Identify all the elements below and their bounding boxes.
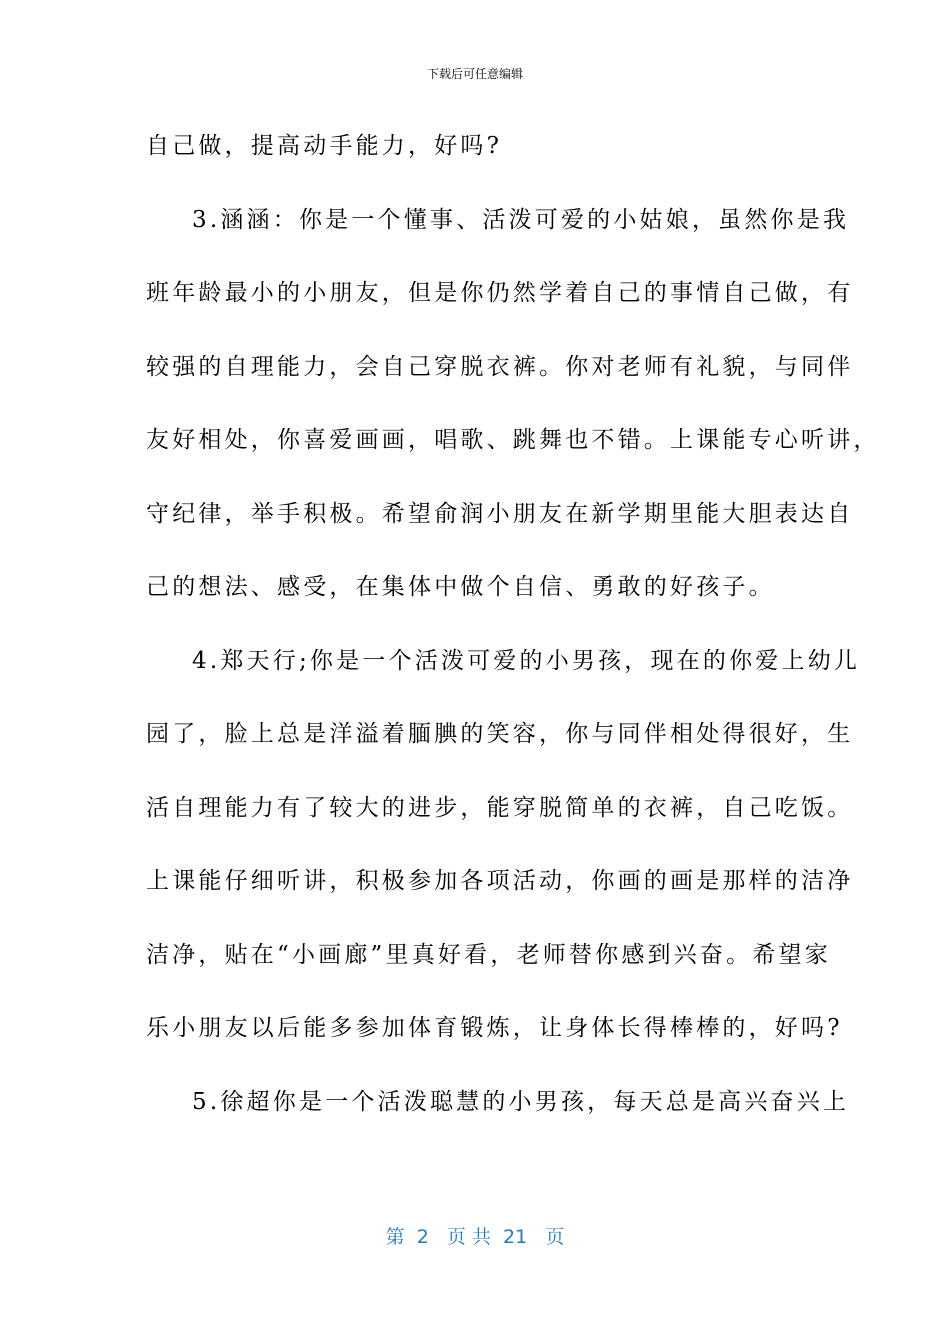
paragraph-line: 较强的自理能力，会自己穿脱衣裤。你对老师有礼貌，与同伴	[146, 353, 854, 380]
paragraph-line: 班年龄最小的小朋友，但是你仍然学着自己的事情自己做，有	[146, 280, 854, 306]
paragraph-line: 上课能仔细听讲，积极参加各项活动，你画的画是那样的洁净	[146, 868, 854, 894]
paragraph-line: 自己做，提高动手能力，好吗?	[146, 133, 503, 159]
paragraph-line: 4.郑天行;你是一个活泼可爱的小男孩，现在的你爱上幼儿	[192, 647, 861, 674]
paragraph-line: 园了，脸上总是洋溢着腼腆的笑容，你与同伴相处得很好，生	[146, 721, 854, 747]
paragraph-line: 5.徐超你是一个活泼聪慧的小男孩，每天总是高兴奋兴上	[192, 1088, 850, 1115]
paragraph-line: 己的想法、感受，在集体中做个自信、勇敢的好孩子。	[146, 574, 775, 600]
paragraph-line: 乐小朋友以后能多参加体育锻炼，让身体长得棒棒的，好吗?	[146, 1015, 843, 1041]
document-body	[146, 116, 880, 1145]
page-footer-page-number: 第 2 页 共 21 页	[385, 1226, 565, 1248]
paragraph-line: 活自理能力有了较大的进步，能穿脱简单的衣裤，自己吃饭。	[146, 794, 854, 821]
page-header: 下载后可任意编辑	[426, 67, 523, 81]
paragraph-line: 守纪律，举手积极。希望俞润小朋友在新学期里能大胆表达自	[146, 500, 854, 527]
paragraph-line: 3.涵涵：你是一个懂事、活泼可爱的小姑娘，虽然你是我	[192, 206, 850, 233]
paragraph-line: 友好相处，你喜爱画画，唱歌、跳舞也不错。上课能专心听讲，	[146, 427, 880, 453]
paragraph-line: 洁净，贴在“小画廊”里真好看，老师替你感到兴奋。希望家	[146, 941, 831, 968]
